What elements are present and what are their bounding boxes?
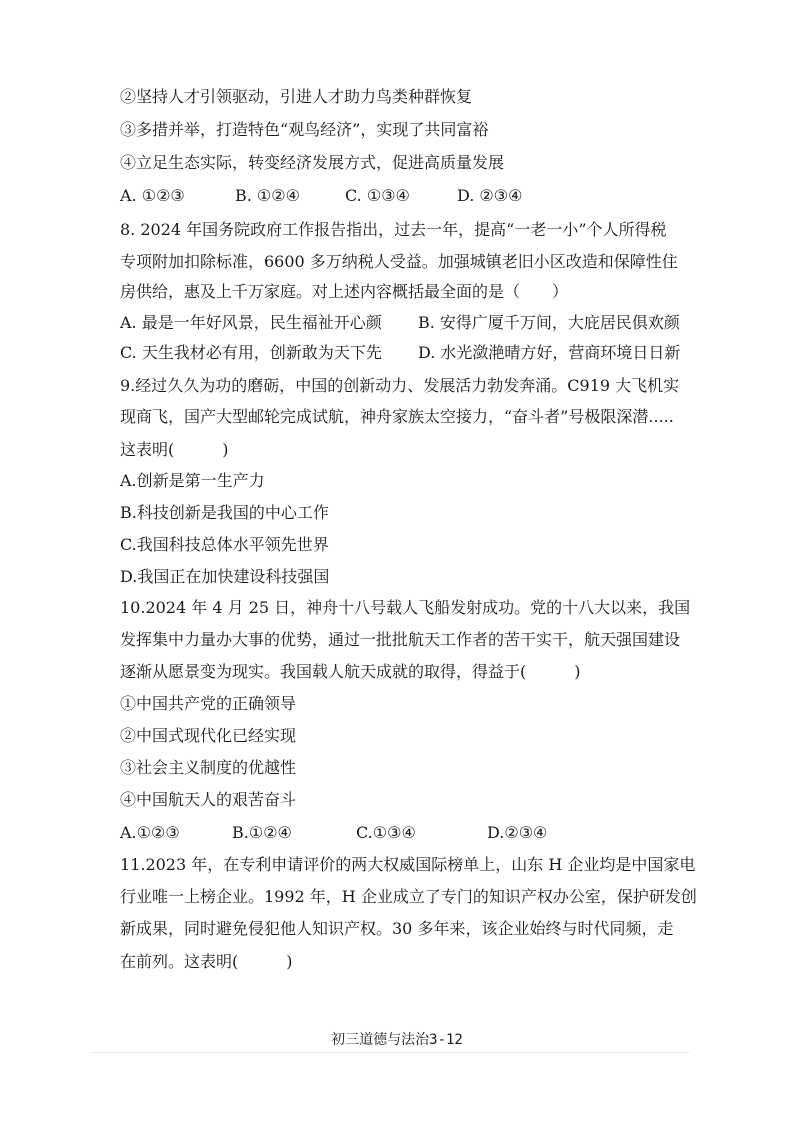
q10-stem-line-1: 10.2024 年 4 月 25 日，神舟十八号载人飞船发射成功。党的十八大以来，我国: [120, 598, 691, 617]
q9-option-b: B.科技创新是我国的中心工作: [120, 503, 329, 522]
q9-stem-line-2: 现商飞，国产大型邮轮完成试航，神舟家族太空接力，“奋斗者”号极限深潜.....: [120, 407, 674, 426]
scan-artifact-divider: [90, 1052, 690, 1053]
q10-option-b: B.①②④: [232, 823, 292, 842]
q9-option-a: A.创新是第一生产力: [120, 471, 265, 490]
q7-option-b: B. ①②④: [235, 186, 300, 205]
q11-stem-line-3: 新成果，同时避免侵犯他人知识产权。30 多年来，该企业始终与时代同频，走: [120, 919, 674, 938]
q7-item-3: ③多措并举，打造特色“观鸟经济”，实现了共同富裕: [120, 120, 489, 139]
q8-options-row-2: [120, 342, 700, 364]
q7-option-d: D. ②③④: [457, 186, 523, 205]
page-footer: 初三道德与法治3-12: [331, 1032, 463, 1048]
q10-item-1: ①中国共产党的正确领导: [120, 694, 297, 713]
q11-stem-line-1: 11.2023 年，在专利申请评价的两大权威国际榜单上，山东 H 企业均是中国家电: [120, 855, 696, 874]
q7-option-a: A. ①②③: [120, 186, 185, 205]
q7-item-4: ④立足生态实际，转变经济发展方式，促进高质量发展: [120, 153, 505, 172]
q10-option-a: A.①②③: [120, 823, 180, 842]
q11-stem-line-2: 行业唯一上榜企业。1992 年，H 企业成立了专门的知识产权办公室，保护研发创: [120, 887, 697, 906]
q10-option-d: D.②③④: [487, 823, 548, 842]
q10-option-c: C.①③④: [356, 823, 416, 842]
q8-option-d: D. 水光潋滟晴方好，营商环境日日新: [418, 343, 681, 362]
q10-options: [120, 822, 680, 844]
q10-item-3: ③社会主义制度的优越性: [120, 758, 297, 777]
q8-option-b: B. 安得广厦千万间，大庇居民俱欢颜: [418, 313, 680, 332]
q8-option-a: A. 最是一年好风景，民生福祉开心颜: [120, 313, 382, 332]
q10-stem-line-3: 逐渐从愿景变为现实。我国载人航天成就的取得，得益于( ): [120, 662, 581, 681]
q8-stem-line-1: 8. 2024 年国务院政府工作报告指出，过去一年，提高“一老一小”个人所得税: [120, 220, 667, 239]
q9-stem-line-1: 9.经过久久为功的磨砺，中国的创新动力、发展活力勃发奔涌。C919 大飞机实: [120, 376, 680, 395]
q7-item-2: ②坚持人才引领驱动，引进人才助力鸟类种群恢复: [120, 87, 473, 106]
q7-options: [120, 185, 680, 207]
q8-options-row-1: [120, 312, 700, 334]
q9-option-d: D.我国正在加快建设科技强国: [120, 567, 330, 586]
q8-stem-line-2: 专项附加扣除标准，6600 多万纳税人受益。加强城镇老旧小区改造和保障性住: [120, 252, 678, 271]
q10-stem-line-2: 发挥集中力量办大事的优势，通过一批批航天工作者的苦干实干，航天强国建设: [120, 630, 681, 649]
q9-stem-line-3: 这表明( ): [120, 440, 229, 459]
q9-option-c: C.我国科技总体水平领先世界: [120, 535, 329, 554]
q11-stem-line-4: 在前列。这表明( ): [120, 952, 293, 971]
q8-option-c: C. 天生我材必有用，创新敢为天下先: [120, 343, 382, 362]
q10-item-2: ②中国式现代化已经实现: [120, 726, 297, 745]
q8-stem-line-3: 房供给，惠及上千万家庭。对上述内容概括最全面的是（ ）: [120, 282, 569, 301]
q10-item-4: ④中国航天人的艰苦奋斗: [120, 790, 297, 809]
q7-option-c: C. ①③④: [345, 186, 410, 205]
